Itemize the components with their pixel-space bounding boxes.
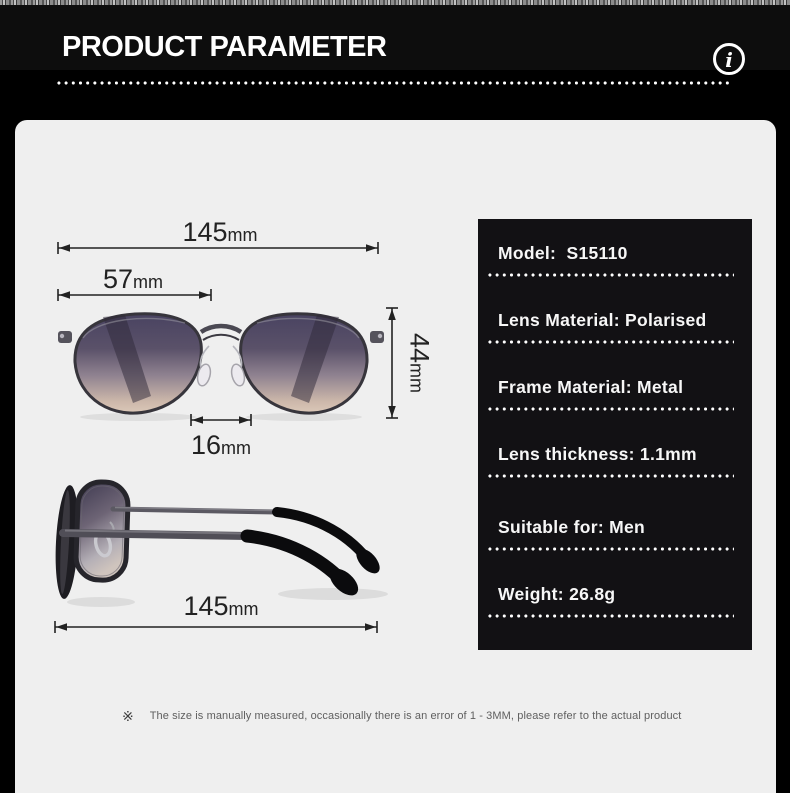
sunglasses-side-view [53,481,388,607]
dim-arrow-temple-length [55,621,377,633]
spec-text: Lens Material: Polarised [498,310,707,330]
info-icon[interactable] [711,41,747,77]
dim-label-temple-length: 145mm [183,591,259,621]
dim-label-lens-height: 44mm [404,332,435,394]
spec-row-model [478,242,752,277]
spec-dotted-divider [488,547,734,551]
spec-dotted-divider [488,407,734,411]
spec-row-lens-thickness [478,443,752,478]
spec-dotted-divider [488,614,734,618]
page-title: PRODUCT PARAMETER [62,31,387,63]
spec-dotted-divider [488,340,734,344]
spec-row-weight [478,583,752,618]
spec-text: Lens thickness: 1.1mm [498,444,697,464]
disclaimer-note [122,709,681,723]
spec-row-frame-material [478,376,752,411]
dim-arrow-bridge-width [191,414,251,426]
dim-label-front-total-width: 145mm [182,217,258,247]
spec-row-suitable-for [478,516,752,551]
reference-mark-icon: ※ [122,708,134,724]
dim-label-bridge-width: 16mm [190,430,252,460]
spec-panel [478,219,752,650]
header [0,5,790,70]
spec-row-lens-material [478,309,752,344]
dim-label-lens-width: 57mm [102,264,164,294]
svg-text:i: i [725,48,733,72]
sunglasses-front-view [58,314,384,421]
spec-text: Model: S15110 [498,243,628,263]
bridge [201,326,241,332]
spec-text: Frame Material: Metal [498,377,684,397]
header-dotted-divider [57,81,733,85]
spec-text: Suitable for: Men [498,517,646,537]
spec-dotted-divider [488,474,734,478]
spec-dotted-divider [488,273,734,277]
disclaimer-text: The size is manually measured, occasionally there is an error of 1 - 3MM, please refer to the actual product [149,710,682,722]
content-panel [15,120,776,793]
spec-text: Weight: 26.8g [498,584,616,604]
dim-arrow-lens-height [386,308,398,418]
